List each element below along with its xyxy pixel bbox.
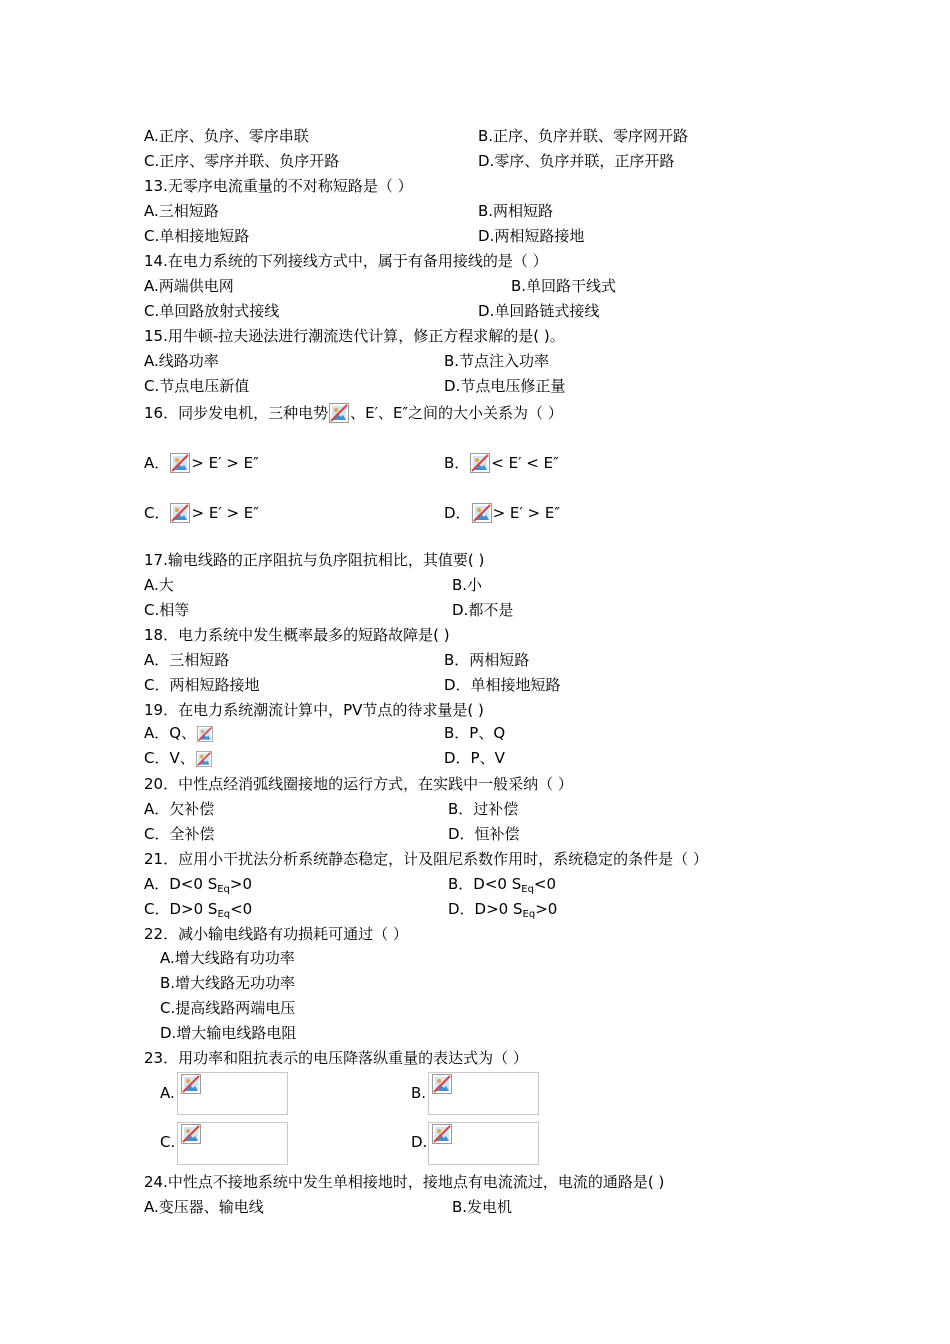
- q18-option-c: C．两相短路接地: [144, 676, 260, 694]
- q22-option-a: A.增大线路有功功率: [160, 949, 295, 967]
- q20-option-b: B．过补偿: [448, 800, 519, 818]
- q21-option-c: [144, 899, 252, 925]
- q24-option-a: A.变压器、输电线: [144, 1198, 264, 1216]
- broken-image-icon: [197, 725, 213, 743]
- q15-stem: 15.用牛顿-拉夫逊法进行潮流迭代计算，修正方程求解的是( )。: [144, 327, 565, 345]
- q23-option-a-label: A.: [160, 1084, 175, 1102]
- broken-image-icon: [432, 1124, 452, 1144]
- q19-a-text: A．Q、: [144, 724, 197, 742]
- q12-option-b: B.正序、负序并联、零序网开路: [478, 127, 689, 145]
- q17-option-c: C.相等: [144, 601, 190, 619]
- q23-option-c-image: [177, 1122, 288, 1165]
- q23-option-b-image: [428, 1072, 539, 1115]
- q15-option-d: D.节点电压修正量: [444, 377, 566, 395]
- q23-option-d-label: D.: [411, 1133, 428, 1151]
- q12-option-a: A.正序、负序、零序串联: [144, 127, 309, 145]
- q15-option-b: B.节点注入功率: [444, 352, 550, 370]
- q21-b-pre: B．D<0 S: [448, 875, 522, 893]
- q13-option-c: C.单相接地短路: [144, 227, 250, 245]
- q12-option-d: D.零序、负序并联，正序开路: [478, 152, 675, 170]
- q16-option-a: [144, 453, 259, 473]
- q21-c-post: <0: [230, 900, 253, 918]
- q14-option-a: A.两端供电网: [144, 277, 234, 295]
- q14-option-c: C.单回路放射式接线: [144, 302, 280, 320]
- q23-option-c-label: C.: [160, 1133, 176, 1151]
- q13-option-b: B.两相短路: [478, 202, 554, 220]
- q16-option-b: [444, 453, 559, 473]
- q16-d-label: D．: [444, 504, 471, 522]
- q20-option-a: A．欠补偿: [144, 800, 215, 818]
- q16-stem-post: 、E′、E″之间的大小关系为（ ）: [350, 404, 563, 422]
- q21-d-pre: D．D>0 S: [448, 900, 523, 918]
- q18-option-b: B．两相短路: [444, 651, 530, 669]
- q22-option-c: C.提高线路两端电压: [160, 999, 296, 1017]
- q18-option-a: A．三相短路: [144, 651, 230, 669]
- q15-option-a: A.线路功率: [144, 352, 219, 370]
- q17-option-b: B.小: [452, 576, 483, 594]
- q22-stem: 22．减小输电线路有功损耗可通过（ ）: [144, 925, 408, 943]
- broken-image-icon: [432, 1074, 452, 1094]
- q20-stem: 20．中性点经消弧线圈接地的运行方式，在实践中一般采纳（ ）: [144, 775, 573, 793]
- broken-image-icon: [170, 453, 190, 473]
- q22-option-b: B.增大线路无功功率: [160, 974, 296, 992]
- q19-option-d: D．P、V: [444, 749, 505, 767]
- q18-stem: 18．电力系统中发生概率最多的短路故障是( ): [144, 626, 450, 644]
- q23-option-b-label: B.: [411, 1084, 427, 1102]
- q14-option-d: D.单回路链式接线: [478, 302, 600, 320]
- q16-a-text: > E′ > E″: [191, 454, 259, 472]
- q21-a-post: >0: [229, 875, 253, 893]
- q16-c-label: C．: [144, 504, 170, 522]
- q14-option-b: B.单回路干线式: [511, 277, 617, 295]
- q17-stem: 17.输电线路的正序阻抗与负序阻抗相比，其值要( ): [144, 551, 485, 569]
- broken-image-icon: [170, 503, 190, 523]
- q21-d-sub: Eq: [522, 909, 536, 920]
- q21-option-d: [448, 899, 557, 925]
- broken-image-icon: [181, 1074, 201, 1094]
- q16-d-text: > E′ > E″: [492, 504, 560, 522]
- broken-image-icon: [329, 403, 349, 423]
- q17-option-d: D.都不是: [452, 601, 514, 619]
- q18-option-d: D．单相接地短路: [444, 676, 561, 694]
- q16-b-label: B．: [444, 454, 470, 472]
- q19-option-a: [144, 723, 214, 743]
- q21-stem: 21．应用小干扰法分析系统静态稳定，计及阻尼系数作用时，系统稳定的条件是（ ）: [144, 850, 708, 868]
- q16-stem-pre: 16．同步发电机，三种电势: [144, 404, 329, 422]
- q16-option-c: [144, 503, 259, 523]
- q21-b-sub: Eq: [521, 884, 534, 895]
- q20-option-c: C．全补偿: [144, 825, 215, 843]
- q23-option-a-image: [177, 1072, 288, 1115]
- q12-option-c: C.正序、零序并联、负序开路: [144, 152, 340, 170]
- q13-option-a: A.三相短路: [144, 202, 219, 220]
- q16-a-label: A．: [144, 454, 170, 472]
- q13-stem: 13.无零序电流重量的不对称短路是（ ）: [144, 177, 413, 195]
- q14-stem: 14.在电力系统的下列接线方式中，属于有备用接线的是（ ）: [144, 252, 548, 270]
- q21-a-pre: A．D<0 S: [144, 875, 218, 893]
- q21-c-pre: C．D>0 S: [144, 900, 218, 918]
- q24-stem: 24.中性点不接地系统中发生单相接地时，接地点有电流流过，电流的通路是( ): [144, 1173, 665, 1191]
- q19-option-b: B．P、Q: [444, 724, 506, 742]
- q21-option-a: [144, 874, 252, 900]
- broken-image-icon: [196, 750, 212, 768]
- q15-option-c: C.节点电压新值: [144, 377, 250, 395]
- q22-option-d: D.增大输电线路电阻: [160, 1024, 297, 1042]
- q16-b-text: < E′ < E″: [491, 454, 559, 472]
- q19-stem: 19．在电力系统潮流计算中，PV节点的待求量是( ): [144, 701, 484, 719]
- q19-option-c: [144, 748, 213, 768]
- q16-option-d: [444, 503, 560, 523]
- q17-option-a: A.大: [144, 576, 174, 594]
- broken-image-icon: [472, 503, 492, 523]
- q21-c-sub: Eq: [217, 909, 231, 920]
- q19-c-text: C．V、: [144, 749, 195, 767]
- q16-stem: [144, 403, 563, 423]
- q20-option-d: D．恒补偿: [448, 825, 520, 843]
- q21-a-sub: Eq: [217, 884, 230, 895]
- q21-b-post: <0: [533, 875, 557, 893]
- q23-option-d-image: [428, 1122, 539, 1165]
- q24-option-b: B.发电机: [452, 1198, 513, 1216]
- broken-image-icon: [181, 1124, 201, 1144]
- q16-c-text: > E′ > E″: [191, 504, 259, 522]
- q13-option-d: D.两相短路接地: [478, 227, 585, 245]
- q23-stem: 23．用功率和阻抗表示的电压降落纵重量的表达式为（ ）: [144, 1049, 528, 1067]
- q21-option-b: [448, 874, 556, 900]
- broken-image-icon: [470, 453, 490, 473]
- q21-d-post: >0: [535, 900, 558, 918]
